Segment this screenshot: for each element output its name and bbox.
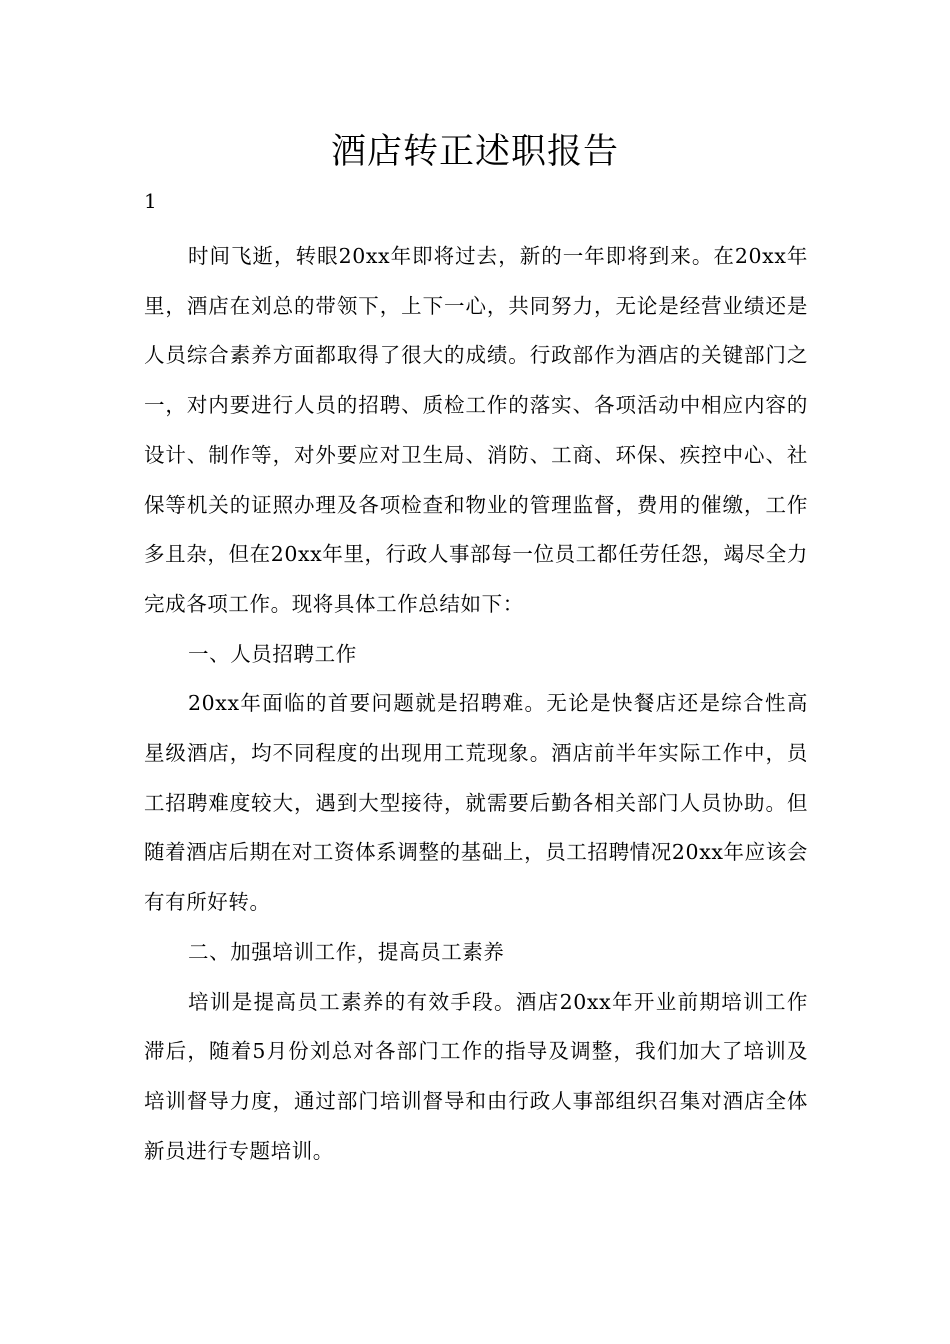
document-title: 酒店转正述职报告 xyxy=(330,132,619,172)
intro-paragraph: 时间飞逝，转眼20xx年即将过去，新的一年即将到来。在20xx年里，酒店在刘总的带领下，上下一心，共同努力，无论是经营业绩还是人员综合素养方面都取得了很大的成绩。行政部作为酒店的关键部门之一，对内要进行人员的招聘、质检工作的落实、各项活动中相应内容的设计、制作等，对外要应对卫生局、消防、工商、环保、疾控中心、社保等机关的证照办理及各项检查和物业的管理监督，费用的催缴，工作多且杂，但在20xx年里，行政人事部每一位员工都任劳任怨，竭尽全力完成各项工作。现将具体工作总结如下： xyxy=(144,244,808,616)
training-paragraph: 培训是提高员工素养的有效手段。酒店20xx年开业前期培训工作滞后，随着5月份刘总对各部门工作的指导及调整，我们加大了培训及培训督导力度，通过部门培训督导和由行政人事部组织召集对酒店全体新员进行专题培训。 xyxy=(144,989,808,1163)
section-heading-training: 二、加强培训工作，提高员工素养 xyxy=(188,939,505,964)
page-number: 1 xyxy=(144,189,157,213)
section-heading-recruitment: 一、人员招聘工作 xyxy=(188,641,357,666)
document-body xyxy=(144,232,808,1176)
recruitment-paragraph: 20xx年面临的首要问题就是招聘难。无论是快餐店还是综合性高星级酒店，均不同程度的出现用工荒现象。酒店前半年实际工作中，员工招聘难度较大，遇到大型接待，就需要后勤各相关部门人员协助。但随着酒店后期在对工资体系调整的基础上，员工招聘情况20xx年应该会有有所好转。 xyxy=(144,691,808,915)
